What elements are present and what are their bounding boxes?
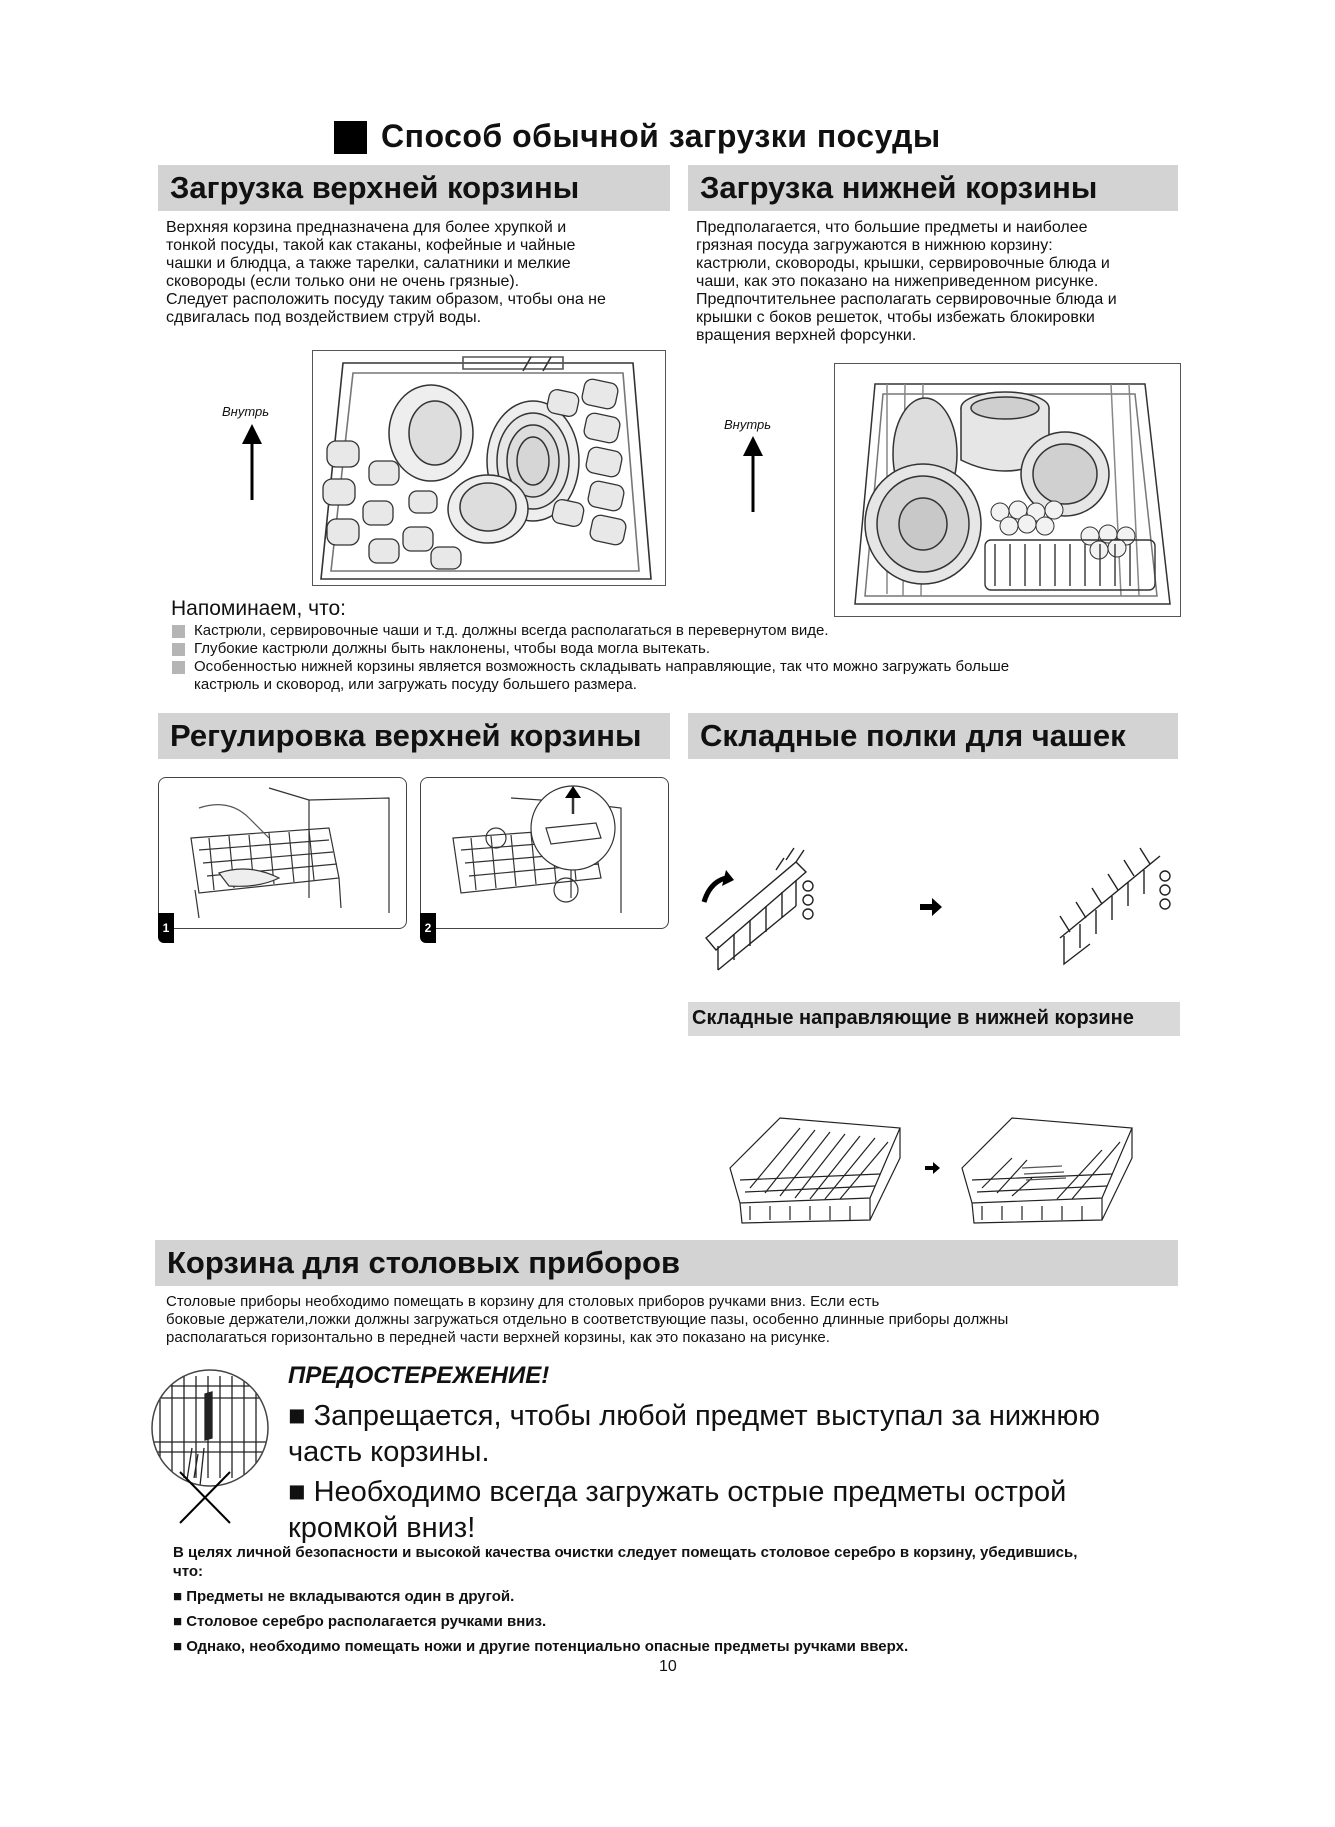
step-badge: 2 <box>420 913 436 943</box>
text-line: грязная посуда загружаются в нижнюю корзину: <box>696 237 1053 254</box>
reminder-title: Напоминаем, что: <box>171 597 346 620</box>
reminder-list <box>146 622 1186 694</box>
lower-basket-illustration <box>834 363 1181 617</box>
bullet-square-icon <box>172 643 185 656</box>
safety-text: что: <box>173 1563 204 1580</box>
list-item: ■ Столовое серебро располагается ручками вниз. <box>173 1613 547 1630</box>
upper-basket-text <box>166 219 676 327</box>
warning-title: ПРЕДОСТЕРЕЖЕНИЕ! <box>288 1362 550 1389</box>
text-line: сковороды (если только они не очень грязные). <box>166 273 520 290</box>
text-line: боковые держатели,ложки должны загружаться отдельно в соответствующие пазы, особенно длинные приборы должны <box>166 1311 1009 1328</box>
upper-inside-label: Внутрь <box>222 404 270 419</box>
text-line: тонкой посуды, такой как стаканы, кофейные и чайные <box>166 237 576 254</box>
cutlery-heading: Корзина для столовых приборов <box>155 1240 1178 1286</box>
lower-basket-text <box>696 219 1176 345</box>
list-item: ■ Предметы не вкладываются один в другой. <box>173 1588 515 1605</box>
warning-line: часть корзины. <box>288 1436 490 1468</box>
upper-basket-heading: Загрузка верхней корзины <box>158 165 670 211</box>
arrow-right-icon <box>920 898 944 916</box>
text-line: Столовые приборы необходимо помещать в корзину для столовых приборов ручками вниз. Если есть <box>166 1293 880 1310</box>
text-line: располагаться горизонтально в передней части верхней корзины, как это показано на рисунке. <box>166 1329 830 1346</box>
text-line: крышки с боков решеток, чтобы избежать блокировки <box>696 309 1095 326</box>
text-line: сдвигалась под воздействием струй воды. <box>166 309 482 326</box>
bullet-square-icon <box>172 625 185 638</box>
list-item: кастрюль и сковород, или загружать посуду большего размера. <box>194 676 637 693</box>
text-line: чаши, как это показано на нижеприведенном рисунке. <box>696 273 1099 290</box>
text-line: чашки и блюдца, а также тарелки, салатники и мелкие <box>166 255 571 272</box>
text-line: Верхняя корзина предназначена для более хрупкой и <box>166 219 567 236</box>
upper-inside-arrow-icon <box>240 424 264 500</box>
safety-text: В целях личной безопасности и высокой качества очистки следует помещать столовое серебро в корзину, убедившись, <box>173 1544 1078 1561</box>
text-line: вращения верхней форсунки. <box>696 327 917 344</box>
text-line: Предпочтительнее располагать сервировочные блюда и <box>696 291 1117 308</box>
lower-inside-label: Внутрь <box>724 417 772 432</box>
adjust-heading: Регулировка верхней корзины <box>158 713 670 759</box>
title-square-icon <box>334 121 367 154</box>
lower-basket-heading: Загрузка нижней корзины <box>688 165 1178 211</box>
bullet-square-icon <box>172 661 185 674</box>
rails-up-illustration <box>720 1098 910 1233</box>
list-item: Особенностью нижней корзины является возможность складывать направляющие, так что можно загружать больше <box>146 658 1186 676</box>
page-title: Способ обычной загрузки посуды <box>381 118 941 154</box>
cup-shelf-down-illustration <box>1050 836 1180 966</box>
cutlery-warning-illustration <box>150 1368 275 1528</box>
text-line: кастрюли, сковороды, крышки, сервировочные блюда и <box>696 255 1110 272</box>
warning-line: ■ Запрещается, чтобы любой предмет выступал за нижнюю <box>288 1400 1100 1432</box>
text-line: Предполагается, что большие предметы и наиболее <box>696 219 1088 236</box>
text-line: Следует расположить посуду таким образом, чтобы она не <box>166 291 606 308</box>
list-item: Кастрюли, сервировочные чаши и т.д. должны всегда располагаться в перевернутом виде. <box>146 622 1186 640</box>
warning-line: кромкой вниз! <box>288 1512 476 1544</box>
page-number: 10 <box>659 1658 677 1675</box>
cutlery-text <box>166 1293 1186 1347</box>
cup-shelves-heading: Складные полки для чашек <box>688 713 1178 759</box>
cup-shelf-up-illustration <box>696 842 826 972</box>
list-item: Глубокие кастрюли должны быть наклонены, чтобы вода могла вытекать. <box>146 640 1186 658</box>
rails-down-illustration <box>952 1098 1142 1233</box>
warning-line: ■ Необходимо всегда загружать острые предметы острой <box>288 1476 1067 1508</box>
adjust-step1-figure <box>158 777 407 935</box>
arrow-right-icon <box>925 1162 941 1174</box>
step-badge: 1 <box>158 913 174 943</box>
upper-basket-illustration <box>312 350 666 586</box>
folding-rails-caption: Складные направляющие в нижней корзине <box>688 1002 1180 1036</box>
adjust-step2-figure <box>420 777 669 935</box>
list-item: ■ Однако, необходимо помещать ножи и другие потенциально опасные предметы ручками вверх. <box>173 1638 909 1655</box>
lower-inside-arrow-icon <box>741 436 765 512</box>
